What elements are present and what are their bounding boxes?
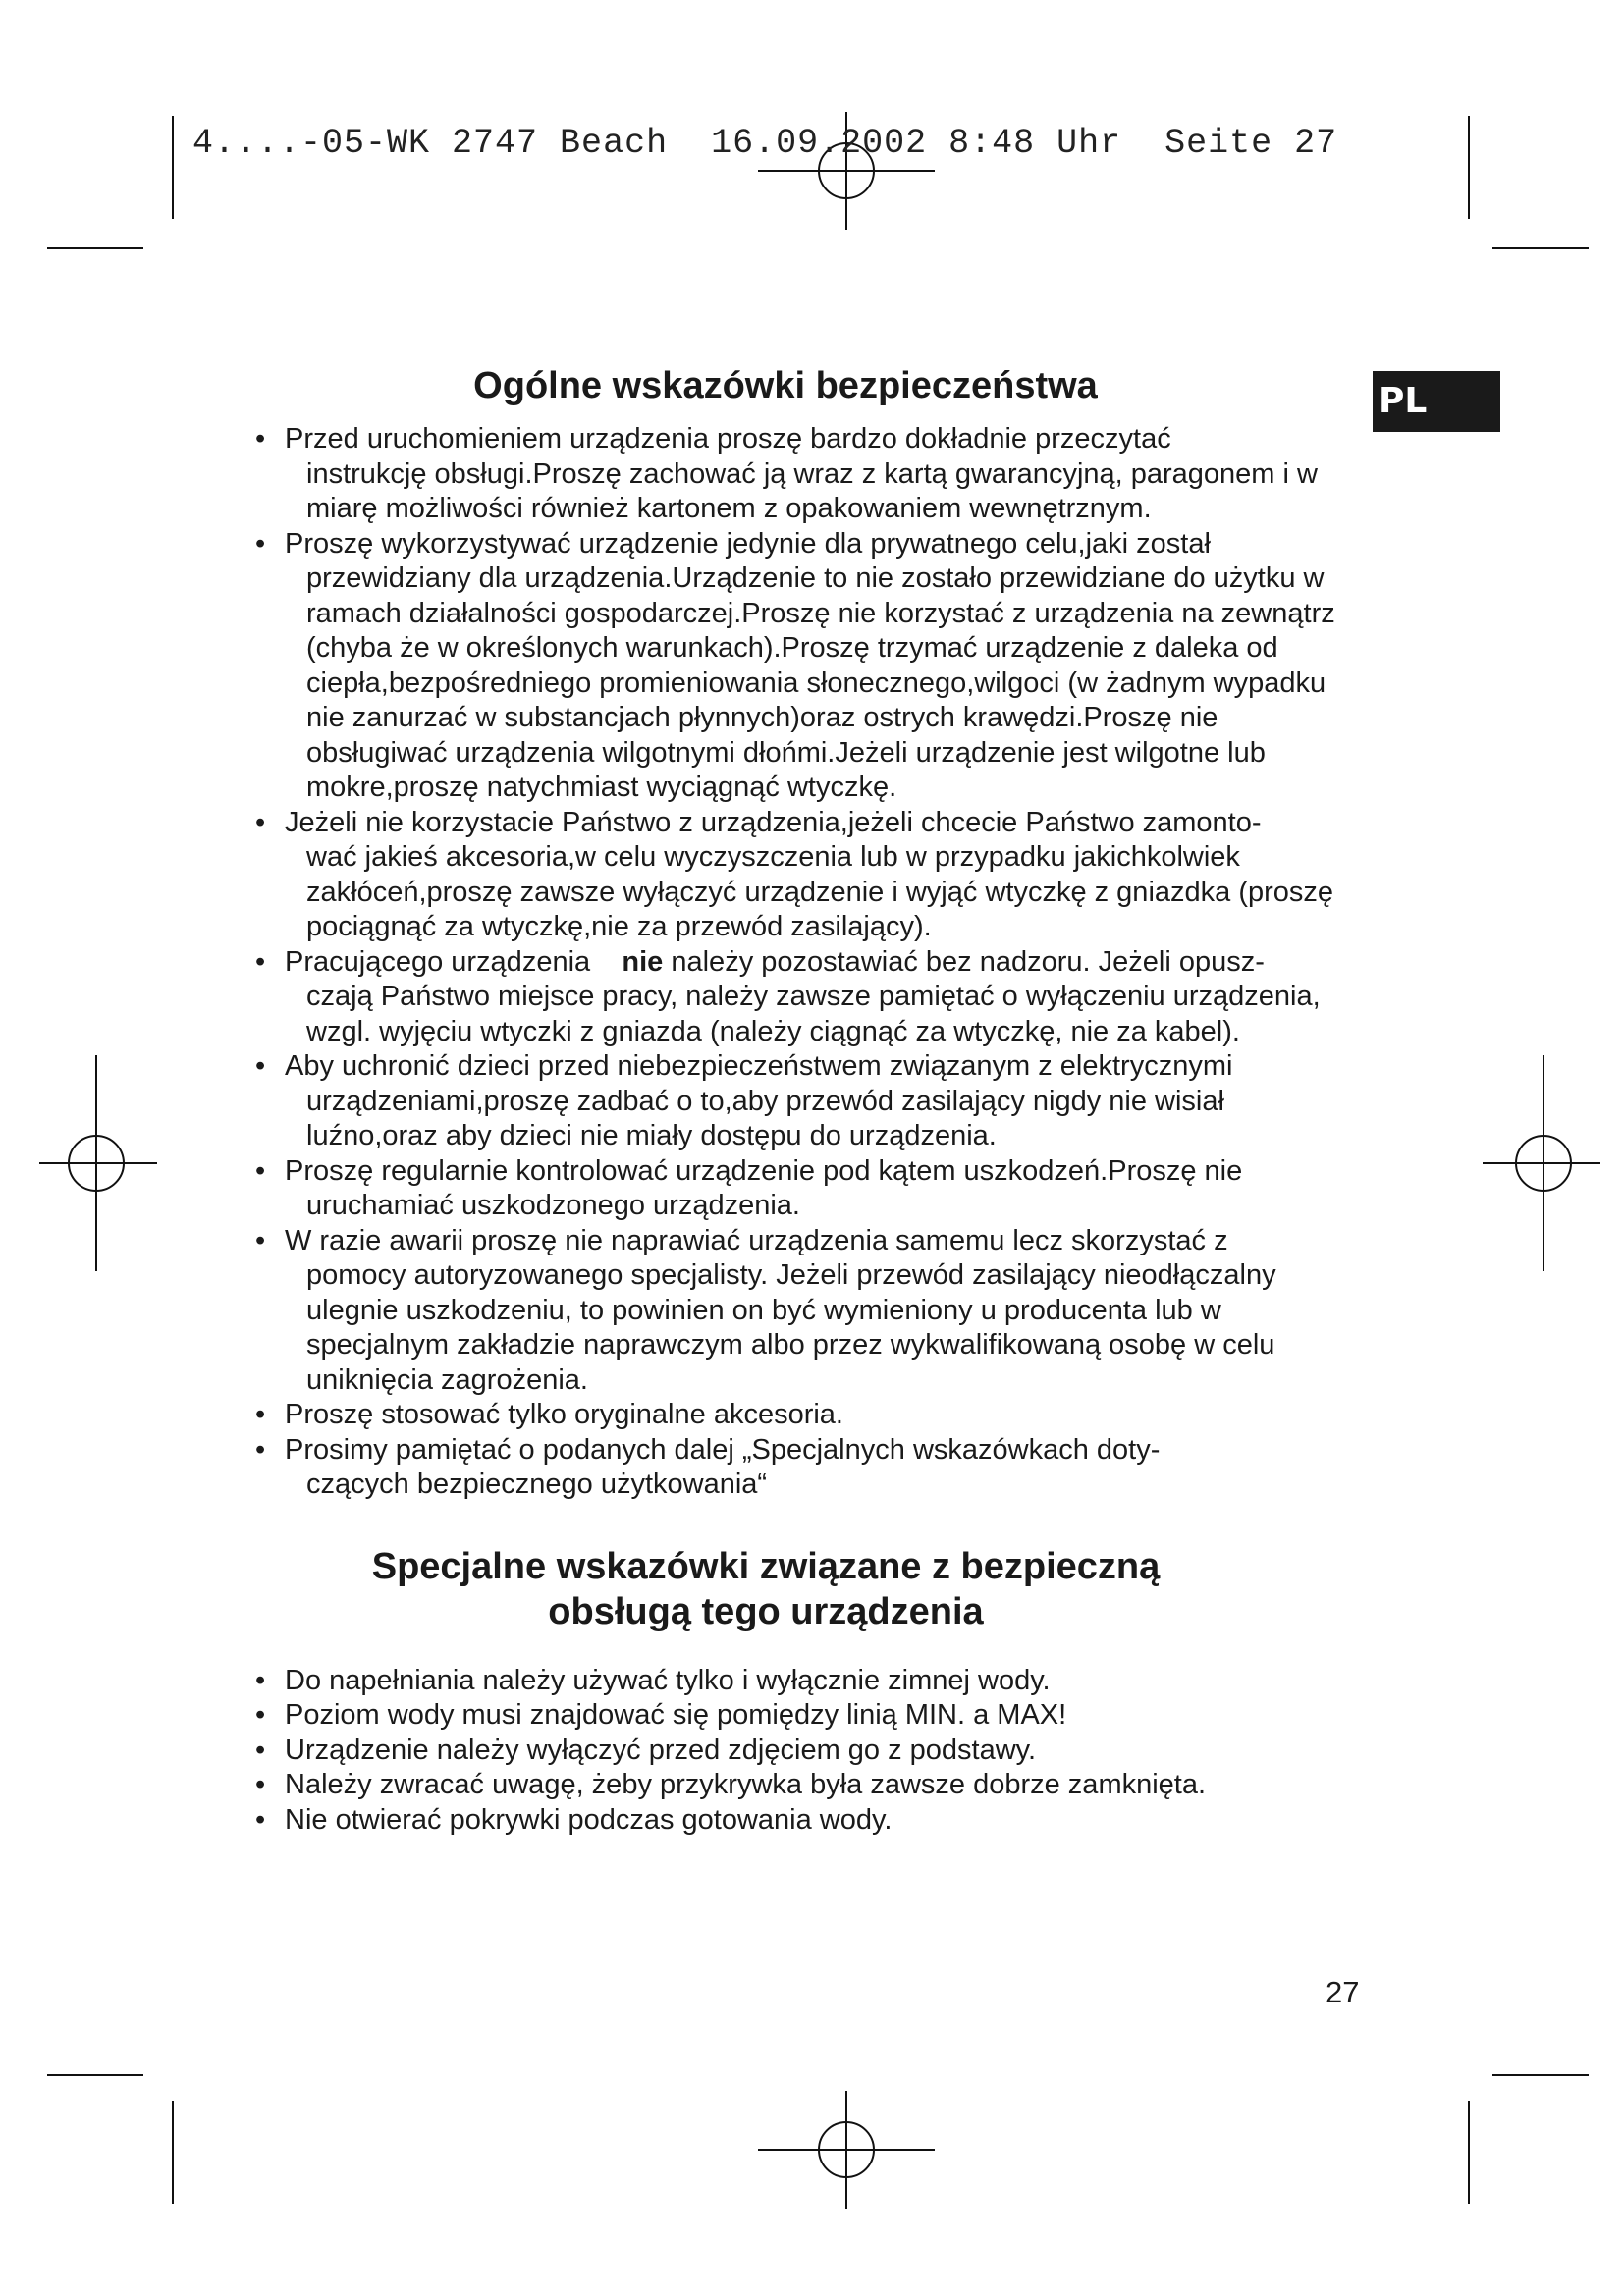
item-text: Poziom wody musi znajdować się pomiędzy linią MIN. a MAX! [285,1699,1067,1731]
item-lead: Prosimy pamiętać o podanych dalej „Specjalnych wskazówkach doty- [285,1433,1161,1466]
bullet: • [255,1154,266,1187]
bullet: • [255,1734,266,1766]
crop-mark [1468,116,1470,219]
item-rest: instrukcję obsługi.Proszę zachować ją wraz z kartą gwarancyjną, paragonem i w miarę możliwości również kartonem z opakowaniem wewnętrznym. [306,457,1318,524]
list-item [245,1049,1335,1154]
bullet: • [255,1769,266,1800]
list-item [245,1433,1335,1503]
item-rest: czają Państwo miejsce pracy, należy zawsze pamiętać o wyłączeniu urządzenia, wzgl. wyjęciu wtyczki z gniazda (należy ciągnąć za wtyczkę, nie za kabel). [306,981,1321,1047]
list-item [245,1224,1335,1399]
registration-crosshair-icon [39,1055,157,1271]
crop-mark [172,116,174,219]
bullet: • [255,1433,266,1466]
item-lead-continued: należy pozostawiać bez nadzoru. Jeżeli opusz- [671,945,1265,978]
item-lead: W razie awarii proszę nie naprawiać urządzenia samemu lecz skorzystać z [285,1224,1228,1256]
crop-mark [47,2074,143,2076]
page-number: 27 [1326,1975,1360,2009]
print-slug: 4....-05-WK 2747 Beach 16.09.2002 8:48 Uhr Seite 27 [192,124,1338,163]
item-rest: wać jakieś akcesoria,w celu wyczyszczenia lub w przypadku jakichkolwiek zakłóceń,proszę zawsze wyłączyć urządzenie i wyjąć wtyczkę z gniazdka (proszę pociągnąć za wtyczkę,nie za przewód zasilający). [306,841,1334,942]
item-lead: Proszę stosować tylko oryginalne akcesoria. [285,1399,843,1430]
item-text: Należy zwracać uwagę, żeby przykrywka była zawsze dobrze zamknięta. [285,1769,1207,1800]
item-text: Do napełniania należy używać tylko i wyłącznie zimnej wody. [285,1664,1051,1696]
special-safety-list [245,1664,1335,1839]
list-item [245,1734,1335,1769]
bullet: • [255,423,266,454]
crop-mark [172,2101,174,2204]
list-item [245,1698,1335,1734]
list-item [245,1664,1335,1699]
bullet: • [255,1224,266,1256]
bullet: • [255,1399,266,1430]
bullet: • [255,527,266,560]
bullet: • [255,945,266,978]
crop-mark [1492,2074,1589,2076]
list-item [245,806,1335,945]
item-rest: przewidziany dla urządzenia.Urządzenie to nie zostało przewidziane do użytku w ramach działalności gospodarczej.Proszę nie korzystać z urządzenia na zewnątrz (chyba że w określonych warunkach).Proszę trzymać urządzenie z daleka od ciepła,bezpośredniego promieniowania słonecznego,wilgoci (w żadnym wypadku nie zanurzać w substancjach płynnych)oraz ostrych krawędzi.Proszę nie obsługiwać urządzenia wilgotnymi dłońmi.Jeżeli urządzenie jest wilgotne lub mokre,proszę natychmiast wyciągnąć wtyczkę. [306,562,1335,803]
list-item [245,1768,1335,1803]
list-item [245,1398,1335,1433]
emphasis-not: nie [622,945,664,978]
bullet: • [255,1699,266,1731]
item-text: Nie otwierać pokrywki podczas gotowania wody. [285,1803,893,1836]
bullet: • [255,806,266,838]
item-lead: Proszę regularnie kontrolować urządzenie pod kątem uszkodzeń.Proszę nie [285,1154,1243,1187]
list-item [245,1803,1335,1839]
section-title-special-safety [245,1544,1286,1634]
document-body [245,363,1335,1838]
crop-mark [47,247,143,249]
item-text: Urządzenie należy wyłączyć przed zdjęciem go z podstawy. [285,1734,1037,1766]
item-lead: Pracującego urządzenia [285,945,591,978]
item-rest: urządzeniami,proszę zadbać o to,aby przewód zasilający nigdy nie wisiał luźno,oraz aby dzieci nie miały dostępu do urządzenia. [306,1085,1224,1151]
item-lead: Proszę wykorzystywać urządzenie jedynie dla prywatnego celu,jaki został [285,527,1211,560]
general-safety-list [245,422,1335,1503]
item-rest: pomocy autoryzowanego specjalisty. Jeżeli przewód zasilający nieodłączalny ulegnie uszkodzeniu, to powinien on być wymieniony u producenta lub w specjalnym zakładzie naprawczym albo przez wykwalifikowaną osobę w celu uniknięcia zagrożenia. [306,1259,1276,1396]
list-item [245,945,1335,1050]
registration-crosshair-icon [758,2091,935,2209]
item-lead: Aby uchronić dzieci przed niebezpieczeństwem związanym z elektrycznymi [285,1050,1233,1082]
item-lead: Przed uruchomieniem urządzenia proszę bardzo dokładnie przeczytać [285,423,1171,454]
section-title-general-safety: Ogólne wskazówki bezpieczeństwa [473,365,1098,406]
bullet: • [255,1803,266,1836]
registration-crosshair-icon [1483,1055,1600,1271]
list-item [245,527,1335,806]
crop-mark [1492,247,1589,249]
bullet: • [255,1664,266,1696]
item-lead: Jeżeli nie korzystacie Państwo z urządzenia,jeżeli chcecie Państwo zamonto- [285,806,1262,838]
crop-mark [1468,2101,1470,2204]
section-title-line-1: Specjalne wskazówki związane z bezpieczną [371,1545,1161,1587]
item-rest: czących bezpiecznego użytkowania“ [306,1468,768,1500]
section-title-line-2: obsługą tego urządzenia [548,1590,984,1632]
bullet: • [255,1050,266,1082]
language-tab: PL [1373,371,1500,432]
list-item [245,422,1335,527]
list-item [245,1154,1335,1224]
item-rest: uruchamiać uszkodzonego urządzenia. [306,1190,800,1221]
